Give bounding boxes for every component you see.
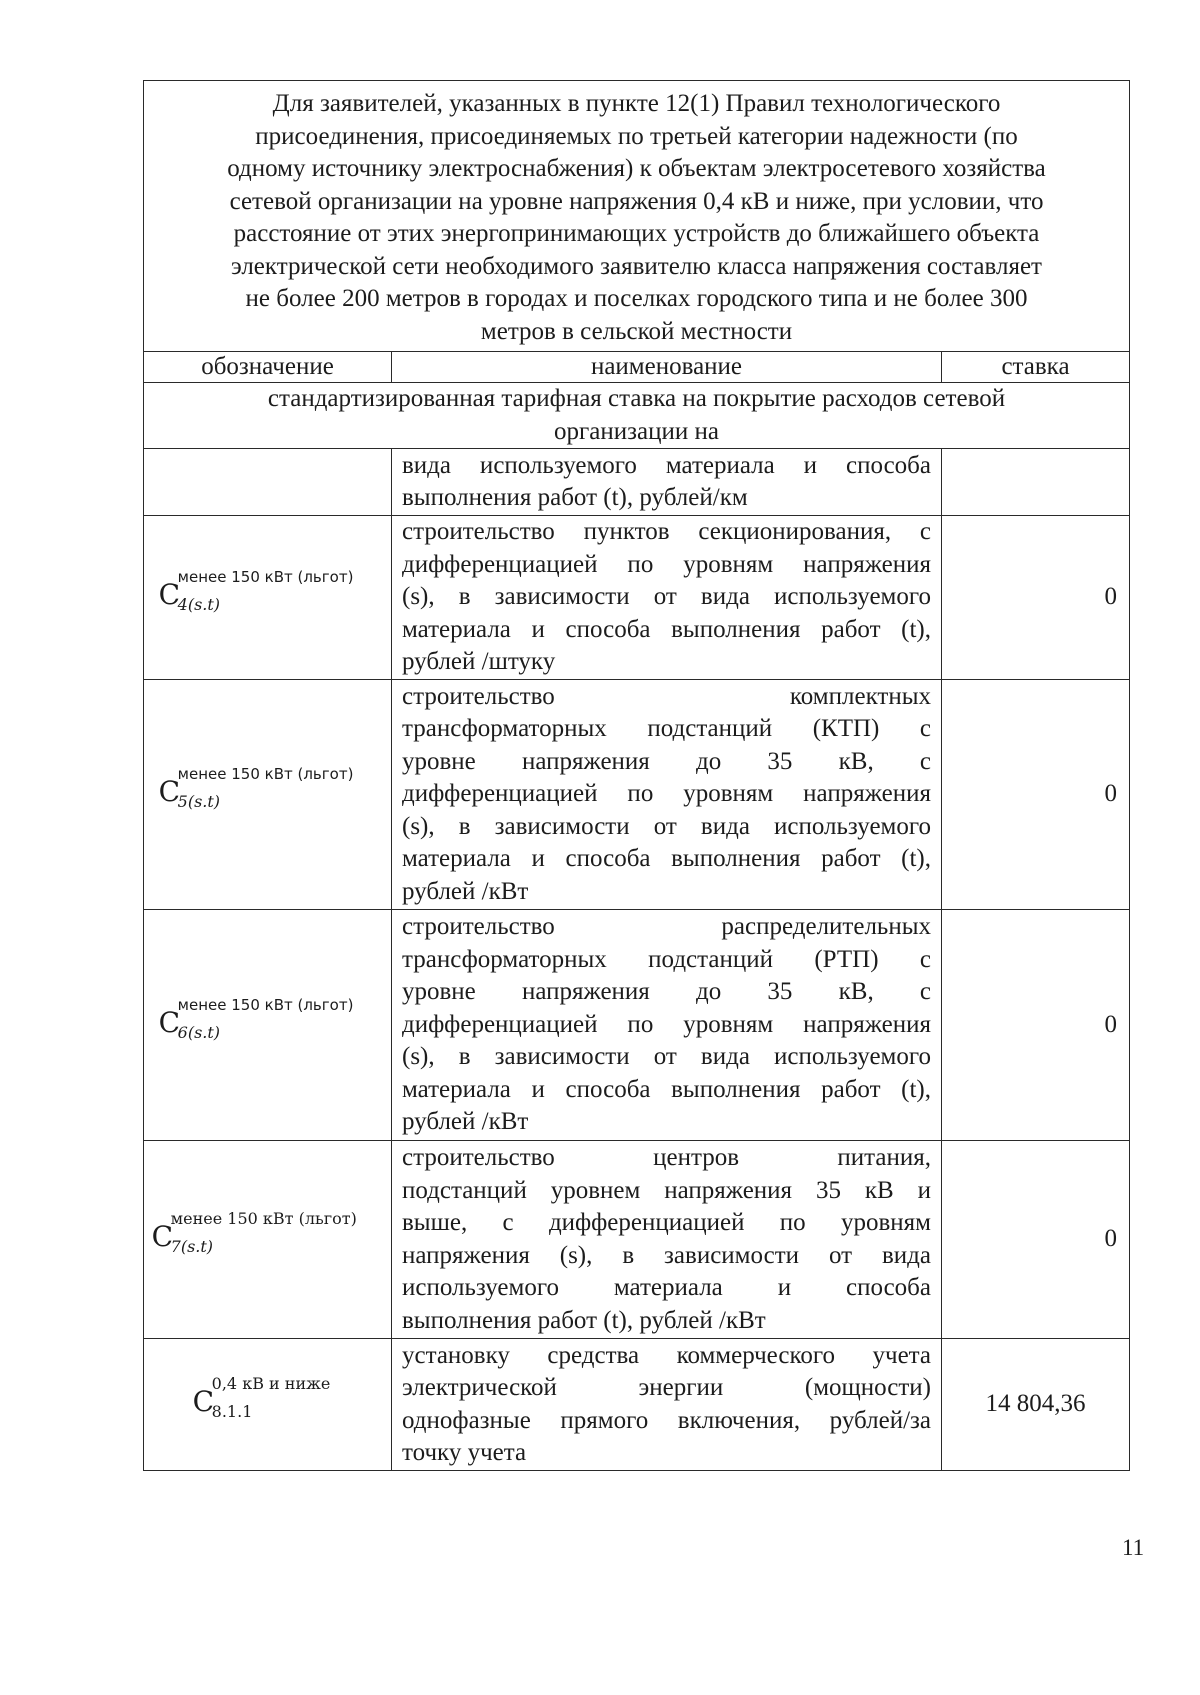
tariff-table (143, 80, 1130, 1471)
symbol-subscript: 7(s.t) (170, 1237, 214, 1257)
row-rate (942, 449, 1130, 516)
description-line: (s), в зависимости от вида используемого (402, 1043, 931, 1071)
subheader-line: организации на (554, 417, 719, 445)
table-row (144, 1141, 1130, 1339)
header-line: Для заявителей, указанных в пункте 12(1) Правил технологического (272, 90, 1001, 117)
row-description (392, 516, 942, 680)
symbol-superscript: 0,4 кВ и ниже (211, 1374, 331, 1394)
description-line: строительство пунктов секционирования, с (402, 518, 931, 546)
description-line: рублей /штуку (402, 648, 556, 676)
description-line: уровне напряжения до 35 кВ, с (402, 978, 931, 1006)
description-line: выполнения работ (t), рублей /кВт (402, 1306, 766, 1334)
symbol-subscript: 5(s.t) (177, 792, 221, 812)
row-description (392, 1141, 942, 1339)
header-line: присоединения, присоединяемых по третьей категории надежности (по (255, 122, 1018, 150)
applicant-conditions-header (144, 81, 1130, 352)
description-line: дифференциацией по уровням напряжения (402, 780, 931, 808)
description-line: дифференциацией по уровням напряжения (402, 550, 931, 578)
row-rate: 0 (942, 680, 1130, 910)
tariff-symbol (158, 568, 354, 615)
tariff-symbol (158, 765, 354, 812)
description-line: строительство распределительных (402, 913, 931, 941)
symbol-letter: C (158, 775, 181, 809)
row-description (392, 680, 942, 910)
row-rate: 0 (942, 910, 1130, 1141)
description-line: точку учета (402, 1439, 527, 1466)
description-line: рублей /кВт (402, 877, 529, 905)
row-rate: 14 804,36 (942, 1339, 1130, 1471)
description-line: строительство комплектных (402, 682, 931, 710)
description-line: строительство центров питания, (402, 1144, 931, 1171)
description-line: напряжения (s), в зависимости от вида (402, 1241, 931, 1269)
table-header-row (144, 81, 1130, 352)
description-line: трансформаторных подстанций (РТП) с (402, 945, 931, 973)
subheader-line: стандартизированная тарифная ставка на покрытие расходов сетевой (267, 385, 1006, 412)
symbol-subscript: 4(s.t) (177, 595, 221, 615)
row-rate: 0 (942, 516, 1130, 680)
table-row (144, 516, 1130, 680)
row-code-cell (144, 910, 392, 1141)
row-description (392, 449, 942, 516)
description-line: материала и способа выполнения работ (t), (402, 845, 931, 873)
description-line: (s), в зависимости от вида используемого (402, 583, 931, 611)
description-line: выполнения работ (t), рублей/км (402, 484, 748, 511)
description-line: однофазные прямого включения, рублей/за (402, 1406, 931, 1434)
description-line: материала и способа выполнения работ (t), (402, 615, 931, 643)
symbol-letter: C (192, 1385, 215, 1419)
row-description (392, 910, 942, 1141)
header-line: одному источнику электроснабжения) к объектам электросетевого хозяйства (227, 155, 1046, 182)
symbol-superscript: менее 150 кВт (льгот) (177, 568, 354, 587)
description-line: подстанций уровнем напряжения 35 кВ и (402, 1176, 931, 1204)
table-row (144, 680, 1130, 910)
header-line: электрической сети необходимого заявителю класса напряжения составляет (231, 252, 1042, 280)
header-line: расстояние от этих энергопринимающих устройств до ближайшего объекта (233, 220, 1040, 247)
description-line: установку средства коммерческого учета (402, 1341, 931, 1369)
table-row (144, 1339, 1130, 1471)
header-line: не более 200 метров в городах и поселках городского типа и не более 300 (245, 285, 1028, 312)
description-line: рублей /кВт (402, 1108, 529, 1136)
description-line: выше, с дифференциацией по уровням (402, 1209, 931, 1236)
tariff-symbol (151, 1209, 357, 1257)
description-line: дифференциацией по уровням напряжения (402, 1010, 931, 1038)
symbol-letter: C (158, 578, 181, 612)
tariff-symbol (158, 995, 354, 1042)
column-header-row (144, 352, 1130, 383)
tariff-subheader (144, 383, 1130, 449)
symbol-superscript: менее 150 кВт (льгот) (170, 1209, 357, 1229)
row-description (392, 1339, 942, 1471)
symbol-letter: C (151, 1220, 174, 1254)
column-header-rate: ставка (942, 352, 1130, 383)
subheader-row (144, 383, 1130, 449)
row-code-cell (144, 1141, 392, 1339)
row-code-cell (144, 1339, 392, 1471)
tariff-symbol (192, 1374, 331, 1422)
description-line: материала и способа выполнения работ (t), (402, 1075, 931, 1103)
column-header-name: наименование (392, 352, 942, 383)
symbol-subscript: 8.1.1 (211, 1402, 253, 1422)
symbol-letter: C (158, 1005, 181, 1039)
symbol-superscript: менее 150 кВт (льгот) (177, 765, 354, 784)
header-line: метров в сельской местности (480, 317, 793, 345)
header-line: сетевой организации на уровне напряжения 0,4 кВ и ниже, при условии, что (229, 187, 1044, 215)
page-number: 11 (1122, 1535, 1145, 1560)
symbol-subscript: 6(s.t) (177, 1022, 221, 1042)
description-line: электрической энергии (мощности) (402, 1374, 931, 1401)
description-line: вида используемого материала и способа (402, 451, 931, 479)
column-header-code: обозначение (144, 352, 392, 383)
row-code-cell (144, 680, 392, 910)
row-code-cell (144, 516, 392, 680)
description-line: (s), в зависимости от вида используемого (402, 812, 931, 840)
row-code-cell (144, 449, 392, 516)
table-row (144, 449, 1130, 516)
row-rate: 0 (942, 1141, 1130, 1339)
symbol-superscript: менее 150 кВт (льгот) (177, 995, 354, 1014)
description-line: трансформаторных подстанций (КТП) с (402, 715, 931, 743)
description-line: используемого материала и способа (402, 1274, 931, 1301)
description-line: уровне напряжения до 35 кВ, с (402, 747, 931, 775)
table-row (144, 910, 1130, 1141)
